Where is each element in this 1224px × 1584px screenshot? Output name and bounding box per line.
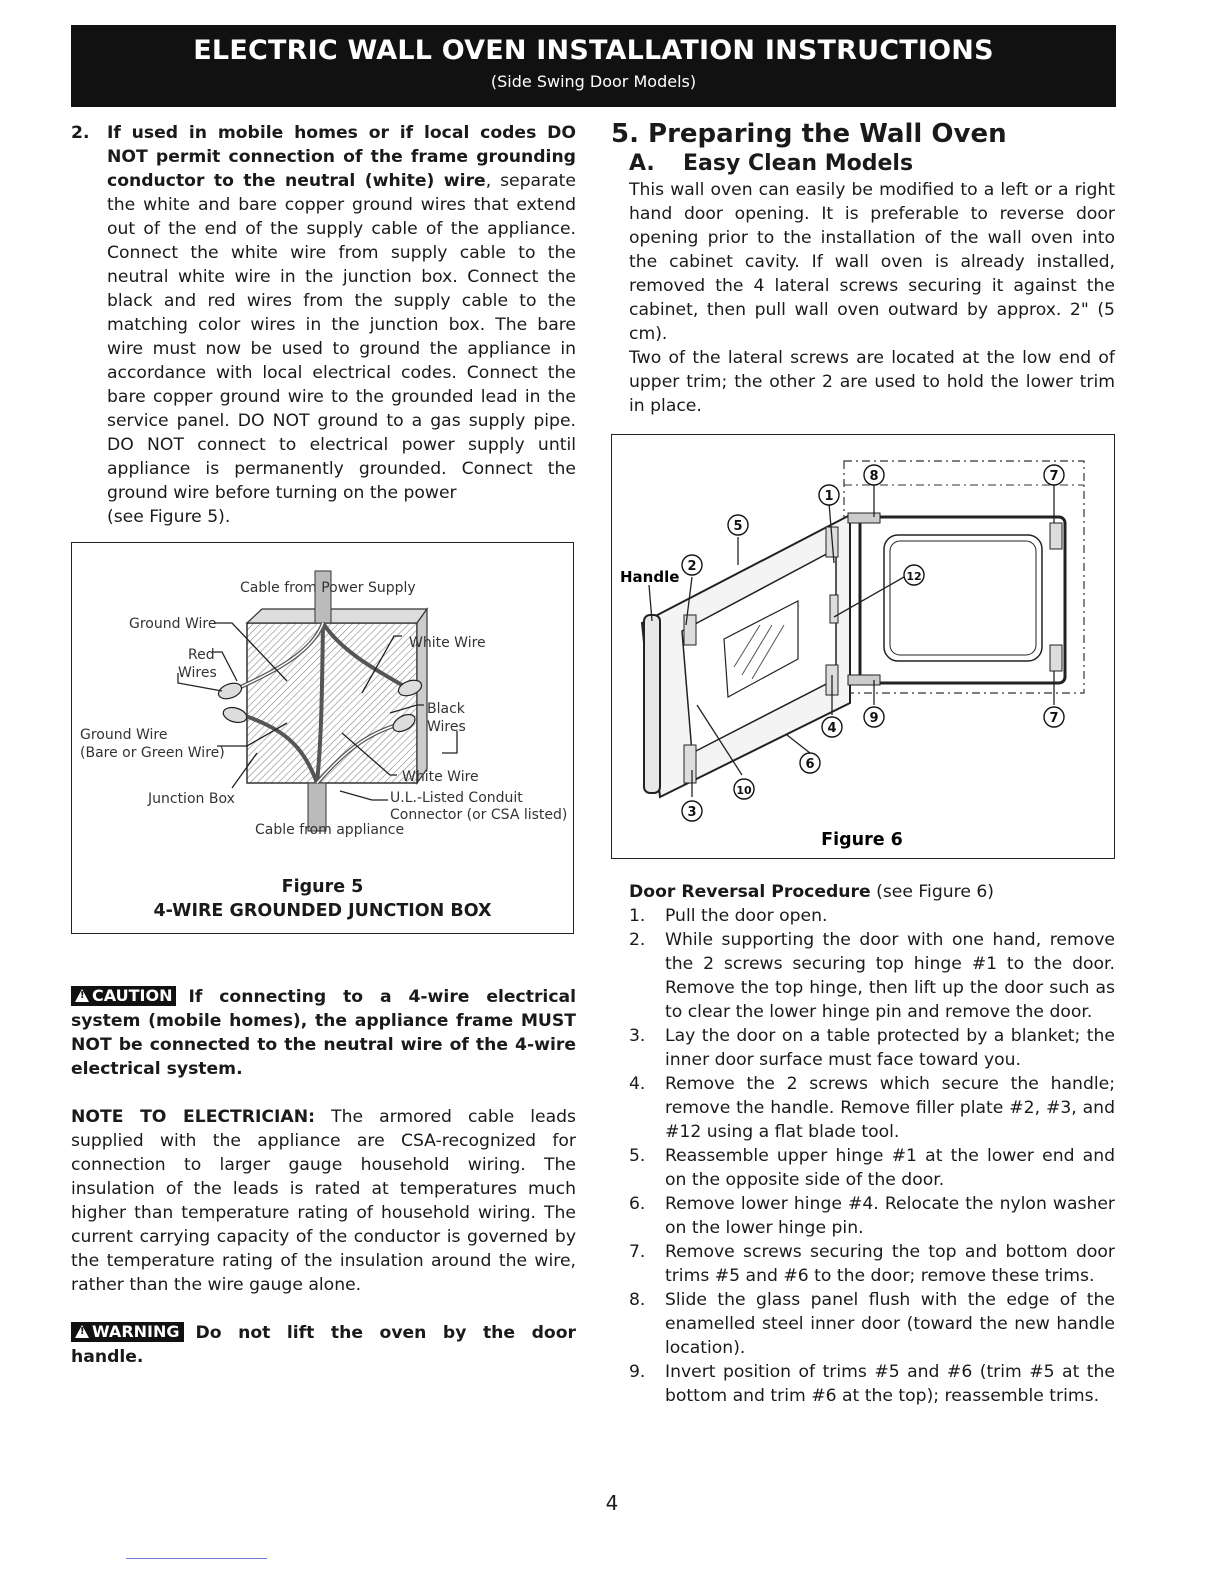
- label-cable-appliance: Cable from appliance: [255, 822, 405, 838]
- caution-text: If connecting to a 4-wire electrical system (mobile homes), the appliance frame MUST NOT be connected to the neutral wire of the 4-wire electrical system.: [71, 987, 576, 1079]
- note-block: [71, 1105, 576, 1297]
- left-column: [71, 121, 576, 529]
- svg-text:5: 5: [733, 519, 743, 534]
- figure-5-subcaption: 4-WIRE GROUNDED JUNCTION BOX: [153, 901, 492, 921]
- step-item: [629, 904, 1115, 928]
- label-ground-wire-2: Ground Wire: [80, 727, 168, 743]
- right-column: [611, 118, 1115, 418]
- figure-5: [71, 542, 574, 934]
- oven-frame: [860, 517, 1065, 683]
- list-item: [71, 121, 576, 529]
- step-number: 7.: [629, 1242, 646, 1262]
- step-number: 4.: [629, 1074, 646, 1094]
- label-white-wire-top: White Wire: [409, 635, 486, 651]
- svg-text:12: 12: [906, 570, 922, 583]
- svg-text:9: 9: [869, 711, 879, 726]
- warning-triangle-icon: !: [75, 1325, 89, 1338]
- intro-text: This wall oven can easily be modified to a left or a right hand door opening. It is preferable to reverse door opening prior to the installation of the wall oven into the cabinet cavity. If wall oven is already installed, removed the 4 lateral screws securing it against the cabinet, then pull wall oven outward by approx. 2" (5 cm).: [629, 180, 1115, 344]
- step-text: While supporting the door with one hand, remove the 2 screws securing top hinge #1 to the door. Remove the top hinge, then lift up the door such as to clear the lower hinge pin and remove the door.: [665, 930, 1115, 1022]
- header-banner: [71, 25, 1116, 107]
- bottom-hinge: [848, 675, 880, 685]
- label-white-wire-bottom: White Wire: [402, 769, 479, 785]
- label-junction-box: Junction Box: [148, 791, 235, 807]
- item-body: [107, 121, 576, 529]
- caution-block: [71, 985, 576, 1081]
- item-see-ref: (see Figure 5).: [107, 507, 231, 527]
- svg-text:4: 4: [827, 721, 837, 736]
- step-item: [629, 928, 1115, 1024]
- item-text: , separate the white and bare copper ground wires that extend out of the end of the supply cable of the appliance. Connect the white wire from supply cable to the neutral white wire in the junction box. Connect the black and red wires from the supply cable to the matching color wires in the junction box. The bare wire must now be used to ground the appliance in accordance with local electrical codes. Connect the bare copper ground wire to the grounded lead in the service panel. DO NOT ground to a gas supply pipe. DO NOT connect to electrical power supply until appliance is permanently grounded. Connect the ground wire before turning on the power: [107, 171, 576, 503]
- step-number: 2.: [629, 930, 646, 950]
- warning-triangle-icon: !: [75, 989, 89, 1002]
- label-black-wires: Wires: [427, 719, 466, 735]
- procedure-ref: (see Figure 6): [870, 882, 995, 902]
- procedure-section: [629, 880, 1115, 1408]
- door-reversal-diagram: [612, 435, 1114, 858]
- warning-text: Do not lift the oven by the door handle.: [71, 1323, 576, 1367]
- note-label: NOTE TO ELECTRICIAN:: [71, 1107, 315, 1127]
- step-item: [629, 1072, 1115, 1144]
- step-number: 5.: [629, 1146, 646, 1166]
- step-item: [629, 1024, 1115, 1072]
- procedure-steps: [629, 904, 1115, 1408]
- step-item: [629, 1240, 1115, 1288]
- step-text: Remove screws securing the top and bottom door trims #5 and #6 to the door; remove these trims.: [665, 1242, 1115, 1286]
- label-handle: Handle: [620, 568, 680, 586]
- step-number: 9.: [629, 1362, 646, 1382]
- label-ground-wire: Ground Wire: [129, 616, 217, 632]
- step-number: 8.: [629, 1290, 646, 1310]
- label-conduit-1: U.L.-Listed Conduit: [390, 790, 523, 806]
- top-hinge: [848, 513, 880, 523]
- item-number: 2.: [71, 123, 90, 143]
- svg-text:7: 7: [1049, 711, 1059, 726]
- figure-6: [611, 434, 1115, 859]
- step-item: [629, 1144, 1115, 1192]
- step-number: 6.: [629, 1194, 646, 1214]
- footer-rule: [126, 1558, 267, 1559]
- label-cable-power-supply: Cable from Power Supply: [240, 580, 416, 596]
- caution-badge: ! CAUTION: [71, 986, 176, 1006]
- step-text: Remove lower hinge #4. Relocate the nylon washer on the lower hinge pin.: [665, 1194, 1115, 1238]
- step-item: [629, 1288, 1115, 1360]
- step-item: [629, 1192, 1115, 1240]
- oven-door: [642, 515, 850, 797]
- svg-text:10: 10: [736, 784, 752, 797]
- left-lower: [71, 985, 576, 1369]
- svg-text:3: 3: [687, 805, 697, 820]
- label-red: Red: [188, 647, 215, 663]
- door-handle: [644, 615, 660, 793]
- step-text: Reassemble upper hinge #1 at the lower end and on the opposite side of the door.: [665, 1146, 1115, 1190]
- step-text: Pull the door open.: [665, 906, 828, 926]
- svg-text:7: 7: [1049, 469, 1059, 484]
- page-title: ELECTRIC WALL OVEN INSTALLATION INSTRUCTIONS: [193, 35, 994, 66]
- step-text: Invert position of trims #5 and #6 (trim #5 at the bottom and trim #6 at the top); reassemble trims.: [665, 1362, 1115, 1406]
- label-conduit-2: Connector (or CSA listed): [390, 807, 568, 823]
- warning-block: [71, 1321, 576, 1369]
- step-number: 3.: [629, 1026, 646, 1046]
- power-cable: [315, 571, 331, 623]
- step-item: [629, 1360, 1115, 1408]
- figure-5-caption: Figure 5: [281, 877, 364, 897]
- step-number: 1.: [629, 906, 646, 926]
- item-bold-text: If used in mobile homes or if local codes DO NOT permit connection of the frame grounding conductor to the neutral (white) wire: [107, 123, 576, 191]
- svg-text:6: 6: [805, 757, 815, 772]
- figure-6-caption: Figure 6: [821, 830, 903, 850]
- label-red-wires: Wires: [178, 665, 217, 681]
- page-number: 4: [605, 1491, 619, 1515]
- label-black: Black: [427, 701, 465, 717]
- section-title: 5. Preparing the Wall Oven: [611, 119, 1007, 149]
- svg-text:2: 2: [687, 559, 697, 574]
- step-text: Lay the door on a table protected by a blanket; the inner door surface must face toward you.: [665, 1026, 1115, 1070]
- label-bare-or-green: (Bare or Green Wire): [80, 745, 225, 761]
- svg-text:8: 8: [869, 469, 879, 484]
- intro-text-2: Two of the lateral screws are located at the low end of upper trim; the other 2 are used to hold the lower trim in place.: [629, 348, 1115, 416]
- procedure-heading: [629, 880, 1115, 904]
- svg-text:1: 1: [824, 489, 834, 504]
- page-subtitle: (Side Swing Door Models): [490, 72, 697, 91]
- procedure-title: Door Reversal Procedure: [629, 882, 871, 902]
- step-text: Slide the glass panel flush with the edge of the enamelled steel inner door (toward the new handle location).: [665, 1290, 1115, 1358]
- step-text: Remove the 2 screws which secure the handle; remove the handle. Remove filler plate #2, #3, and #12 using a flat blade tool.: [665, 1074, 1115, 1142]
- warning-badge: ! WARNING: [71, 1322, 184, 1342]
- subsection-title: A. Easy Clean Models: [629, 151, 914, 176]
- junction-box: [247, 609, 427, 783]
- note-text: The armored cable leads supplied with the appliance are CSA-recognized for connection to larger gauge household wiring. The insulation of the leads is rated at temperatures much higher than temperature rating of household wiring. The current carrying capacity of the conductor is governed by the temperature rating of the insulation around the wire, rather than the wire gauge alone.: [71, 1107, 577, 1295]
